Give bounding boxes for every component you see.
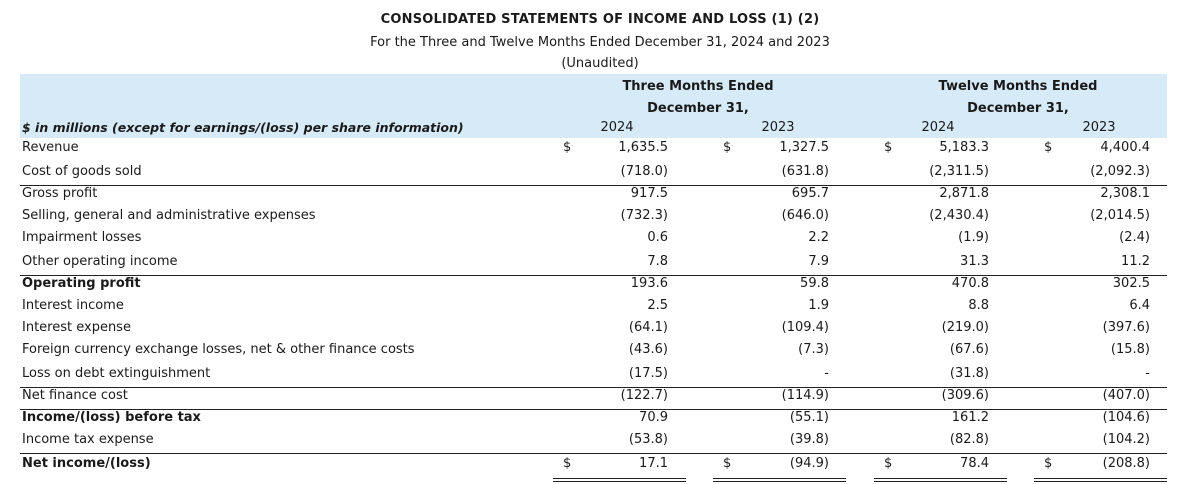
cell-value: 2,308.1 <box>1100 186 1150 201</box>
cell-value: (309.6) <box>941 388 989 403</box>
cell-value: (122.7) <box>620 388 668 403</box>
year-header-3m-2024: 2024 <box>600 120 634 135</box>
cell-value: (646.0) <box>781 208 829 223</box>
cell-value: 31.3 <box>960 254 989 269</box>
cell-value: (55.1) <box>789 410 829 425</box>
table-row <box>0 456 1200 478</box>
currency-symbol: $ <box>1044 456 1053 471</box>
cell-value: (82.8) <box>949 432 989 447</box>
row-divider <box>20 275 1167 276</box>
three-months-line1: Three Months Ended <box>622 79 774 94</box>
cell-value: 0.6 <box>647 230 668 245</box>
double-underline <box>713 478 846 482</box>
row-label: Other operating income <box>22 254 178 269</box>
cell-value: 70.9 <box>639 410 668 425</box>
three-months-header <box>598 76 798 120</box>
year-header-3m-2023: 2023 <box>761 120 795 135</box>
double-underline <box>1034 478 1167 482</box>
cell-value: (2,430.4) <box>929 208 989 223</box>
row-divider <box>20 453 1167 454</box>
table-row <box>0 230 1200 252</box>
cell-value: 2.5 <box>647 298 668 313</box>
cell-value: 59.8 <box>800 276 829 291</box>
cell-value: (94.9) <box>789 456 829 471</box>
cell-value: (631.8) <box>781 164 829 179</box>
twelve-months-line1: Twelve Months Ended <box>938 79 1098 94</box>
double-underline <box>553 478 686 482</box>
cell-value: 5,183.3 <box>939 140 989 155</box>
table-row <box>0 410 1200 432</box>
year-header-12m-2023: 2023 <box>1082 120 1116 135</box>
row-label: Selling, general and administrative expenses <box>22 208 316 223</box>
cell-value: 1,327.5 <box>779 140 829 155</box>
row-label: Net finance cost <box>22 388 128 403</box>
cell-value: (2.4) <box>1119 230 1150 245</box>
row-divider <box>20 409 1167 410</box>
double-underline <box>874 478 1007 482</box>
cell-value: 695.7 <box>791 186 829 201</box>
unaudited-note: (Unaudited) <box>561 56 639 71</box>
cell-value: 7.8 <box>647 254 668 269</box>
cell-value: (407.0) <box>1102 388 1150 403</box>
row-label: Net income/(loss) <box>22 456 151 471</box>
cell-value: (7.3) <box>798 342 829 357</box>
cell-value: (219.0) <box>941 320 989 335</box>
cell-value: (109.4) <box>781 320 829 335</box>
table-row <box>0 186 1200 208</box>
cell-value: 4,400.4 <box>1100 140 1150 155</box>
cell-value: (1.9) <box>958 230 989 245</box>
currency-symbol: $ <box>563 140 572 155</box>
cell-value: (397.6) <box>1102 320 1150 335</box>
cell-value: (718.0) <box>620 164 668 179</box>
twelve-months-line2: December 31, <box>967 101 1069 116</box>
cell-value: 7.9 <box>808 254 829 269</box>
row-label: Revenue <box>22 140 79 155</box>
cell-value: - <box>1145 366 1150 381</box>
table-row <box>0 298 1200 320</box>
row-label: Loss on debt extinguishment <box>22 366 211 381</box>
cell-value: - <box>824 366 829 381</box>
cell-value: (31.8) <box>949 366 989 381</box>
cell-value: 1,635.5 <box>618 140 668 155</box>
row-label: Income/(loss) before tax <box>22 410 201 425</box>
cell-value: 17.1 <box>639 456 668 471</box>
currency-symbol: $ <box>884 456 893 471</box>
cell-value: (114.9) <box>781 388 829 403</box>
cell-value: (67.6) <box>949 342 989 357</box>
cell-value: (104.2) <box>1102 432 1150 447</box>
table-row <box>0 388 1200 410</box>
table-row <box>0 140 1200 162</box>
cell-value: 161.2 <box>951 410 989 425</box>
cell-value: (17.5) <box>628 366 668 381</box>
cell-value: 6.4 <box>1129 298 1150 313</box>
year-header-12m-2024: 2024 <box>921 120 955 135</box>
currency-symbol: $ <box>723 140 732 155</box>
cell-value: (53.8) <box>628 432 668 447</box>
cell-value: 2,871.8 <box>939 186 989 201</box>
table-row <box>0 164 1200 186</box>
currency-symbol: $ <box>563 456 572 471</box>
statement-subtitle: For the Three and Twelve Months Ended December 31, 2024 and 2023 <box>370 35 830 50</box>
cell-value: 193.6 <box>630 276 668 291</box>
cell-value: (104.6) <box>1102 410 1150 425</box>
statement-title: CONSOLIDATED STATEMENTS OF INCOME AND LOSS (1) (2) <box>380 12 820 27</box>
table-row <box>0 254 1200 276</box>
cell-value: (2,311.5) <box>929 164 989 179</box>
cell-value: (732.3) <box>620 208 668 223</box>
cell-value: (208.8) <box>1102 456 1150 471</box>
currency-symbol: $ <box>884 140 893 155</box>
table-row <box>0 366 1200 388</box>
row-label: Impairment losses <box>22 230 142 245</box>
table-row <box>0 276 1200 298</box>
table-row <box>0 432 1200 454</box>
cell-value: 1.9 <box>808 298 829 313</box>
cell-value: (2,014.5) <box>1090 208 1150 223</box>
row-label: Cost of goods sold <box>22 164 142 179</box>
row-divider <box>20 387 1167 388</box>
cell-value: 470.8 <box>951 276 989 291</box>
cell-value: (43.6) <box>628 342 668 357</box>
table-row <box>0 320 1200 342</box>
cell-value: (15.8) <box>1110 342 1150 357</box>
row-label: Interest expense <box>22 320 131 335</box>
cell-value: (39.8) <box>789 432 829 447</box>
row-label: Foreign currency exchange losses, net & other finance costs <box>22 342 415 357</box>
cell-value: (64.1) <box>628 320 668 335</box>
row-label: Interest income <box>22 298 124 313</box>
cell-value: 917.5 <box>630 186 668 201</box>
table-row <box>0 208 1200 230</box>
row-divider <box>20 185 1167 186</box>
row-label: Income tax expense <box>22 432 154 447</box>
row-label: Gross profit <box>22 186 98 201</box>
currency-symbol: $ <box>1044 140 1053 155</box>
cell-value: 8.8 <box>968 298 989 313</box>
cell-value: 2.2 <box>808 230 829 245</box>
twelve-months-header <box>918 76 1118 120</box>
three-months-line2: December 31, <box>647 101 749 116</box>
currency-symbol: $ <box>723 456 732 471</box>
table-row <box>0 342 1200 364</box>
row-label: Operating profit <box>22 276 141 291</box>
cell-value: (2,092.3) <box>1090 164 1150 179</box>
cell-value: 78.4 <box>960 456 989 471</box>
units-label: $ in millions (except for earnings/(loss) per share information) <box>22 120 464 135</box>
cell-value: 302.5 <box>1112 276 1150 291</box>
cell-value: 11.2 <box>1121 254 1150 269</box>
